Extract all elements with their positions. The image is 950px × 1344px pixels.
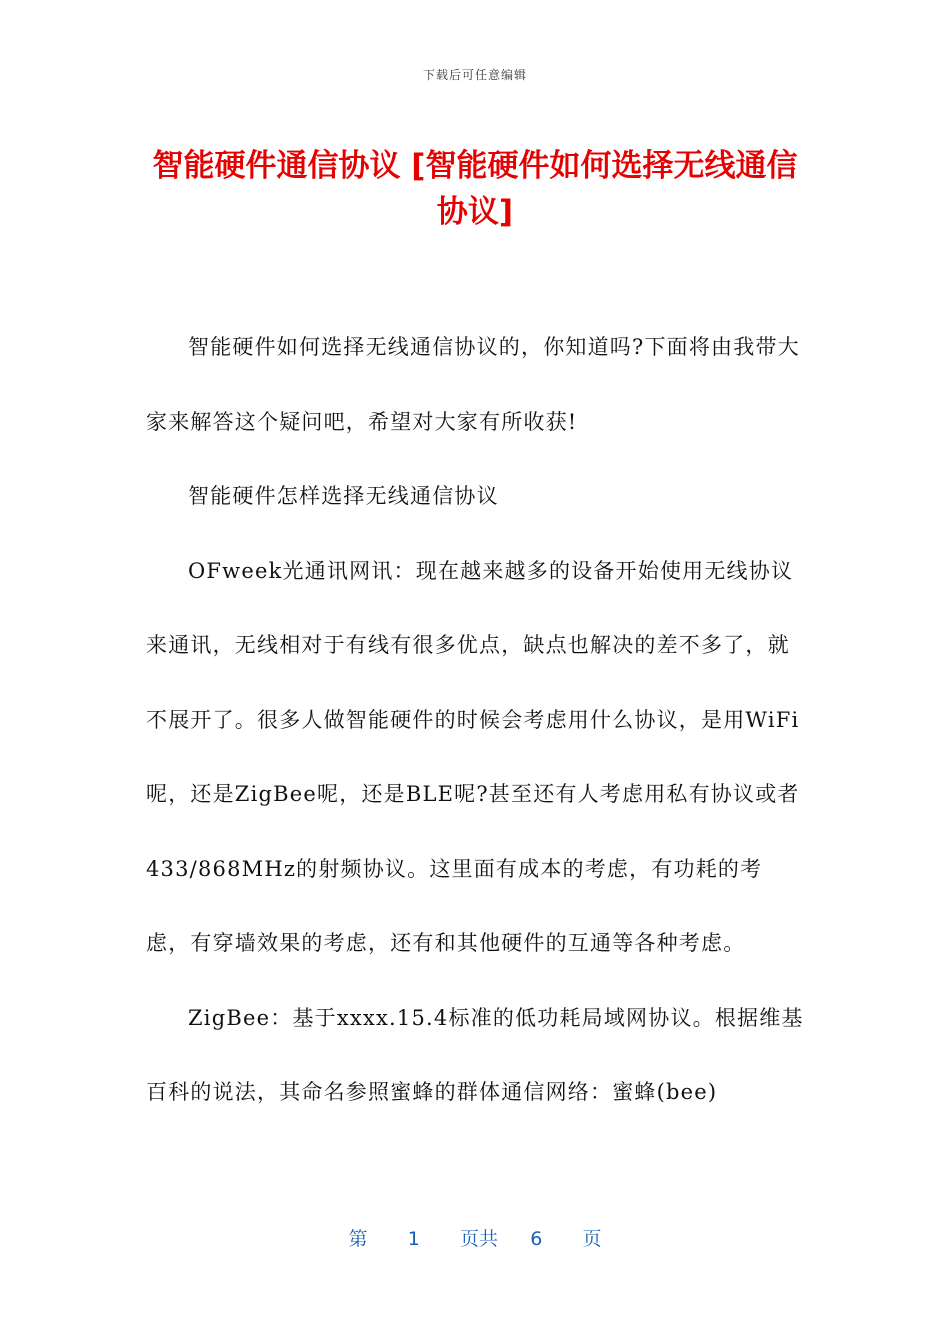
document-title: 智能硬件通信协议 [智能硬件如何选择无线通信协议]	[152, 148, 798, 230]
page-label-middle: 页共	[460, 1228, 499, 1250]
paragraph-intro: 智能硬件如何选择无线通信协议的，你知道吗?下面将由我带大家来解答这个疑问吧，希望对大家有所收获!	[146, 335, 800, 434]
page-footer	[0, 1224, 950, 1251]
page-label-prefix: 第	[348, 1228, 368, 1250]
header-note: 下载后可任意编辑	[422, 68, 527, 82]
paragraph-zigbee: ZigBee：基于xxxx.15.4标准的低功耗局域网协议。根据维基百科的说法，其命名参照蜜蜂的群体通信网络：蜜蜂(bee)	[146, 1005, 804, 1104]
paragraph-ofweek: OFweek光通讯网讯：现在越来越多的设备开始使用无线协议来通讯，无线相对于有线有很多优点，缺点也解决的差不多了，就不展开了。很多人做智能硬件的时候会考虑用什么协议，是用WiFi呢，还是ZigBee呢，还是BLE呢?甚至还有人考虑用私有协议或者433/868MHz的射频协议。这里面有成本的考虑，有功耗的考虑，有穿墙效果的考虑，还有和其他硬件的互通等各种考虑。	[146, 558, 800, 955]
page-number: 1	[407, 1228, 420, 1250]
page-label-suffix: 页	[582, 1228, 602, 1250]
document-body	[146, 310, 806, 1130]
total-pages: 6	[530, 1228, 543, 1250]
paragraph-subheading: 智能硬件怎样选择无线通信协议	[188, 484, 499, 508]
